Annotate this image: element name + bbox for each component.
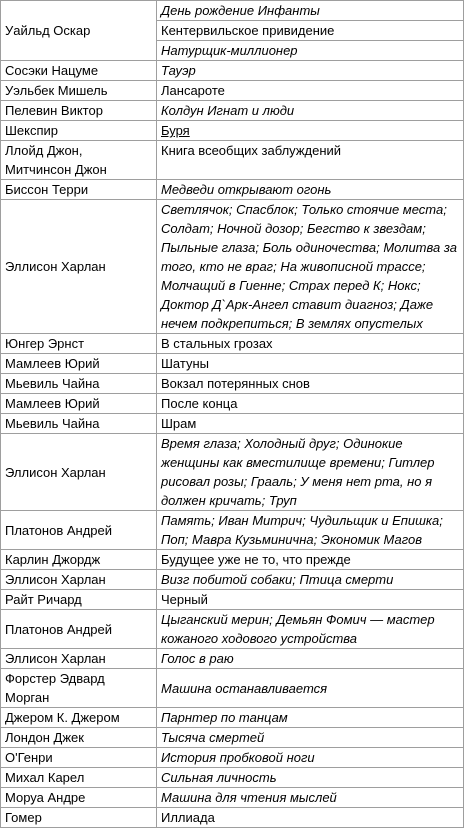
title-cell[interactable]: Лансароте — [157, 81, 464, 101]
table-row — [1, 434, 464, 511]
table-row — [1, 808, 464, 828]
title-cell[interactable]: Тауэр — [157, 61, 464, 81]
table-row — [1, 334, 464, 354]
table-row — [1, 394, 464, 414]
table-row — [1, 788, 464, 808]
author-cell[interactable]: Уэльбек Мишель — [1, 81, 157, 101]
title-cell[interactable]: Тысяча смертей — [157, 728, 464, 748]
title-cell[interactable]: Будущее уже не то, что прежде — [157, 550, 464, 570]
table-row — [1, 708, 464, 728]
author-cell[interactable]: Мьевиль Чайна — [1, 414, 157, 434]
author-cell[interactable]: Джером К. Джером — [1, 708, 157, 728]
title-cell[interactable]: Кентервильское привидение — [157, 21, 464, 41]
title-cell[interactable]: Машина останавливается — [157, 669, 464, 708]
title-cell[interactable]: Натурщик-миллионер — [157, 41, 464, 61]
title-cell[interactable]: Цыганский мерин; Демьян Фомич — мастер кожаного ходового устройства — [157, 610, 464, 649]
title-cell[interactable]: После конца — [157, 394, 464, 414]
author-cell[interactable]: Юнгер Эрнст — [1, 334, 157, 354]
author-cell[interactable]: Мамлеев Юрий — [1, 354, 157, 374]
table-row — [1, 121, 464, 141]
table-row — [1, 81, 464, 101]
table-row — [1, 669, 464, 708]
title-cell[interactable]: Медведи открывают огонь — [157, 180, 464, 200]
author-cell[interactable]: Пелевин Виктор — [1, 101, 157, 121]
table-row — [1, 550, 464, 570]
table-row — [1, 728, 464, 748]
author-cell[interactable]: Райт Ричард — [1, 590, 157, 610]
title-cell[interactable]: Шрам — [157, 414, 464, 434]
table-row — [1, 180, 464, 200]
title-cell[interactable]: Машина для чтения мыслей — [157, 788, 464, 808]
table-row — [1, 590, 464, 610]
table-row — [1, 511, 464, 550]
table-body — [1, 1, 464, 828]
author-cell[interactable]: Эллисон Харлан — [1, 570, 157, 590]
title-cell[interactable]: Вокзал потерянных снов — [157, 374, 464, 394]
title-cell[interactable]: В стальных грозах — [157, 334, 464, 354]
author-cell[interactable]: Шекспир — [1, 121, 157, 141]
author-cell[interactable]: Форстер Эдвард Морган — [1, 669, 157, 708]
title-cell[interactable]: День рождение Инфанты — [157, 1, 464, 21]
title-cell[interactable]: Память; Иван Митрич; Чудильщик и Епишка; Поп; Мавра Кузьминична; Экономик Магов — [157, 511, 464, 550]
title-cell[interactable]: Парнтер по танцам — [157, 708, 464, 728]
title-cell[interactable]: Сильная личность — [157, 768, 464, 788]
table-row — [1, 141, 464, 180]
table-row — [1, 414, 464, 434]
title-cell[interactable]: Визг побитой собаки; Птица смерти — [157, 570, 464, 590]
author-cell[interactable]: Мамлеев Юрий — [1, 394, 157, 414]
table-row — [1, 101, 464, 121]
author-cell[interactable]: Гомер — [1, 808, 157, 828]
title-cell[interactable]: Шатуны — [157, 354, 464, 374]
author-cell[interactable]: Ллойд Джон, Митчинсон Джон — [1, 141, 157, 180]
author-cell[interactable]: Эллисон Харлан — [1, 434, 157, 511]
title-cell[interactable]: Светлячок; Спасблок; Только стоячие места; Солдат; Ночной дозор; Бегство к звездам; Пыльные глаза; Боль одиночества; Молитва за того, кто не враг; На живописной трассе; Молчащий в Гиенне; Страх перед К; Нокс; Доктор Д`Арк-Ангел ставит диагноз; Даже нечем подкрепиться; В землях опустелых — [157, 200, 464, 334]
title-cell[interactable]: Книга всеобщих заблуждений — [157, 141, 464, 180]
author-cell[interactable]: Биссон Терри — [1, 180, 157, 200]
author-cell[interactable]: Сосэки Нацуме — [1, 61, 157, 81]
table-row — [1, 200, 464, 334]
title-cell[interactable]: История пробковой ноги — [157, 748, 464, 768]
title-cell[interactable]: Буря — [157, 121, 464, 141]
table-row — [1, 61, 464, 81]
author-cell[interactable]: Карлин Джордж — [1, 550, 157, 570]
author-cell[interactable]: Платонов Андрей — [1, 610, 157, 649]
table-row — [1, 610, 464, 649]
author-cell[interactable]: О'Генри — [1, 748, 157, 768]
title-cell[interactable]: Колдун Игнат и люди — [157, 101, 464, 121]
author-cell[interactable]: Платонов Андрей — [1, 511, 157, 550]
author-cell[interactable]: Михал Карел — [1, 768, 157, 788]
table-row — [1, 570, 464, 590]
author-cell[interactable]: Эллисон Харлан — [1, 200, 157, 334]
title-cell[interactable]: Иллиада — [157, 808, 464, 828]
title-cell[interactable]: Время глаза; Холодный друг; Одинокие женщины как вместилище времени; Гитлер рисовал розы; Грааль; У меня нет рта, но я должен кричать; Труп — [157, 434, 464, 511]
author-cell[interactable]: Мьевиль Чайна — [1, 374, 157, 394]
author-cell[interactable]: Эллисон Харлан — [1, 649, 157, 669]
author-cell[interactable]: Моруа Андре — [1, 788, 157, 808]
title-cell[interactable]: Черный — [157, 590, 464, 610]
author-cell[interactable]: Уайльд Оскар — [1, 1, 157, 61]
table-row — [1, 1, 464, 21]
author-cell[interactable]: Лондон Джек — [1, 728, 157, 748]
table-row — [1, 374, 464, 394]
table-row — [1, 649, 464, 669]
table-row — [1, 748, 464, 768]
title-cell[interactable]: Голос в раю — [157, 649, 464, 669]
table-row — [1, 354, 464, 374]
